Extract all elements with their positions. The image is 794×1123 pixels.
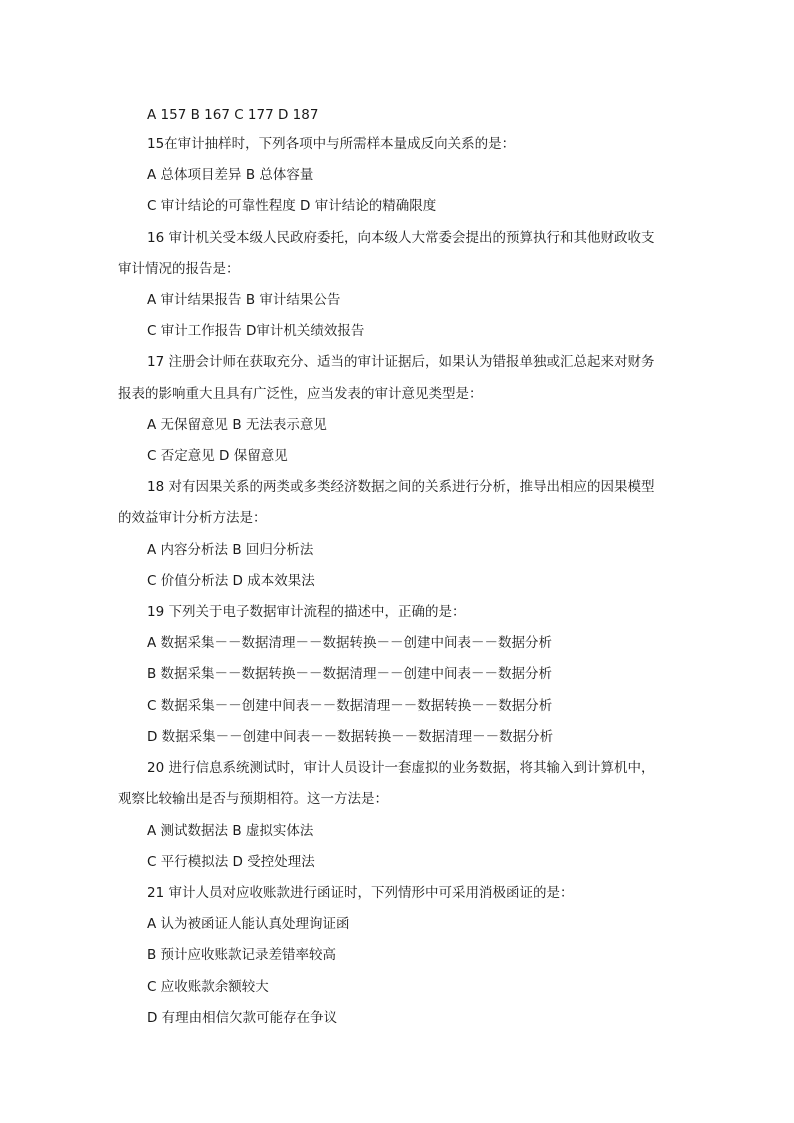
q17-options-ab: A 无保留意见 B 无法表示意见	[147, 417, 327, 433]
q17-stem-line2: 报表的影响重大且具有广泛性，应当发表的审计意见类型是：	[118, 386, 483, 402]
q14-options: A 157 B 167 C 177 D 187	[147, 107, 319, 123]
q18-options-ab: A 内容分析法 B 回归分析法	[147, 542, 314, 558]
q20-options-cd: C 平行模拟法 D 受控处理法	[147, 854, 315, 870]
q20-stem-line2: 观察比较输出是否与预期相符。这一方法是：	[118, 791, 388, 807]
q19-option-d: D 数据采集－－创建中间表－－数据转换－－数据清理－－数据分析	[147, 729, 554, 745]
q21-option-d: D 有理由相信欠款可能存在争议	[147, 1010, 338, 1026]
q19-option-c: C 数据采集－－创建中间表－－数据清理－－数据转换－－数据分析	[147, 698, 553, 714]
q16-options-ab: A 审计结果报告 B 审计结果公告	[147, 292, 341, 308]
q21-stem: 21 审计人员对应收账款进行函证时，下列情形中可采用消极函证的是：	[147, 885, 574, 901]
q16-stem-line2: 审计情况的报告是：	[118, 261, 240, 277]
q15-stem: 15在审计抽样时，下列各项中与所需样本量成反向关系的是：	[147, 136, 516, 152]
q19-option-b: B 数据采集－－数据转换－－数据清理－－创建中间表－－数据分析	[147, 666, 553, 682]
q21-option-c: C 应收账款余额较大	[147, 979, 269, 995]
q15-options-cd: C 审计结论的可靠性程度 D 审计结论的精确限度	[147, 198, 437, 214]
q18-options-cd: C 价值分析法 D 成本效果法	[147, 573, 315, 589]
q17-options-cd: C 否定意见 D 保留意见	[147, 448, 288, 464]
q21-option-b: B 预计应收账款记录差错率较高	[147, 947, 337, 963]
q19-option-a: A 数据采集－－数据清理－－数据转换－－创建中间表－－数据分析	[147, 635, 553, 651]
q16-stem-line1: 16 审计机关受本级人民政府委托，向本级人大常委会提出的预算执行和其他财政收支	[147, 230, 655, 246]
q20-stem-line1: 20 进行信息系统测试时，审计人员设计一套虚拟的业务数据，将其输入到计算机中，	[147, 760, 655, 776]
q21-option-a: A 认为被函证人能认真处理询证函	[147, 916, 350, 932]
q17-stem-line1: 17 注册会计师在获取充分、适当的审计证据后，如果认为错报单独或汇总起来对财务	[147, 354, 655, 370]
q19-stem: 19 下列关于电子数据审计流程的描述中，正确的是：	[147, 604, 466, 620]
q18-stem-line1: 18 对有因果关系的两类或多类经济数据之间的关系进行分析，推导出相应的因果模型	[147, 479, 655, 495]
q16-options-cd: C 审计工作报告 D审计机关绩效报告	[147, 323, 365, 339]
q15-options-ab: A 总体项目差异 B 总体容量	[147, 167, 314, 183]
q18-stem-line2: 的效益审计分析方法是：	[118, 510, 267, 526]
q20-options-ab: A 测试数据法 B 虚拟实体法	[147, 823, 314, 839]
